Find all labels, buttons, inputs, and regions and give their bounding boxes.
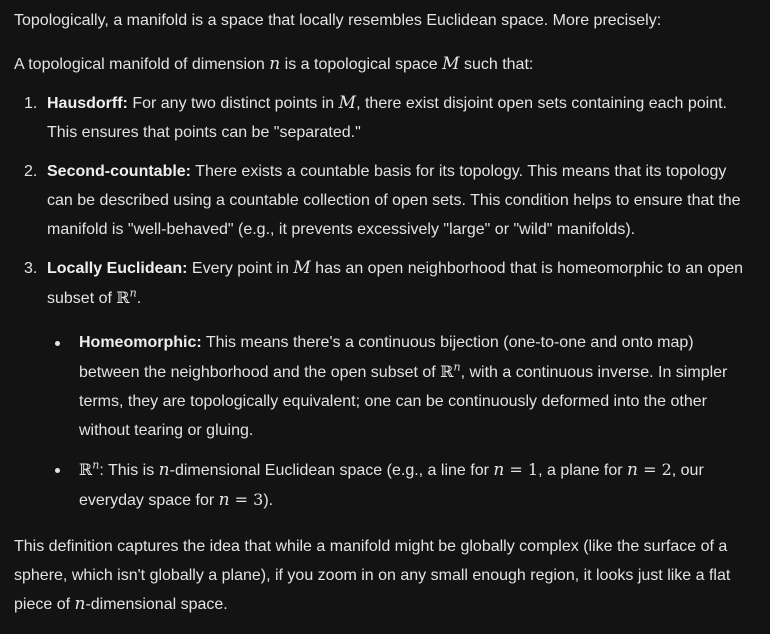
condition-hausdorff (14, 89, 756, 147)
conditions-list (14, 89, 756, 515)
math-R: ℝ (116, 288, 130, 307)
math-superscript-n: n (129, 286, 137, 300)
condition-title: Hausdorff: (47, 95, 128, 112)
text: -dimensional space. (85, 596, 228, 613)
condition-locally-euclidean (14, 254, 756, 515)
math-n: n (493, 460, 505, 480)
intro-paragraph: Topologically, a manifold is a space that locally resembles Euclidean space. More precisely: (14, 12, 662, 29)
text: , with a continuous inverse. In simpler terms, they are topologically equivalent; one can be continuously deformed into the other without tearing or gluing. (79, 364, 728, 439)
text: A topological manifold of dimension (14, 56, 270, 73)
bullet-dot (55, 468, 60, 473)
text: There exists a countable basis for its topology. This means that its topology can be described using a countable collection of open sets. This condition helps to ensure that the manifold is "well-behaved" (e.g., it prevents excessively "large" or "wild" manifolds). (47, 163, 741, 238)
condition-title: Locally Euclidean: (47, 260, 188, 277)
sub-item-title: Homeomorphic: (79, 334, 202, 351)
math-equals-1: = 1 (504, 460, 539, 479)
text: is a topological space (280, 56, 443, 73)
text: , our everyday space for (79, 462, 704, 509)
math-n: n (218, 490, 230, 510)
math-n: n (627, 460, 638, 480)
text: , there exist disjoint open sets containing each point. This ensures that points can be "separated." (47, 95, 727, 141)
math-n: n (74, 594, 86, 614)
math-n: n (269, 54, 281, 74)
list-number: 2. (24, 163, 38, 180)
list-number: 3. (24, 260, 38, 277)
text: , a plane for (538, 462, 628, 479)
math-R: ℝ (79, 460, 93, 479)
sub-bullet-list (47, 328, 756, 515)
condition-title: Second-countable: (47, 163, 192, 180)
text: has an open neighborhood that is homeomorphic to an open subset of (47, 260, 744, 307)
math-superscript-n: n (92, 458, 100, 472)
closing-paragraph (14, 532, 756, 619)
math-M: M (338, 93, 357, 113)
math-R: ℝ (440, 362, 454, 381)
math-equals-2: = 2 (637, 460, 672, 479)
sub-item-rn (47, 455, 756, 515)
text: This definition captures the idea that while a manifold might be globally complex (like the surface of a sphere, which isn't globally a plane), if you zoom in on any small enough region, it looks just like a flat piece of (14, 538, 731, 613)
text: . (136, 290, 142, 307)
condition-second-countable (14, 157, 756, 244)
text: Every point in (187, 260, 294, 277)
text: -dimensional Euclidean space (e.g., a line for (169, 462, 494, 479)
text: ). (263, 492, 274, 509)
text: : This is (99, 462, 159, 479)
text: For any two distinct points in (127, 95, 339, 112)
math-superscript-n: n (453, 360, 461, 374)
math-M: M (293, 258, 311, 278)
bullet-dot (55, 341, 60, 346)
math-equals-3: = 3 (229, 490, 264, 509)
text: such that: (459, 56, 534, 73)
sub-item-homeomorphic (47, 328, 756, 445)
definition-lead (14, 50, 756, 79)
math-n: n (158, 460, 170, 480)
list-number: 1. (24, 95, 38, 112)
text: This means there's a continuous bijection (one-to-one and onto map) between the neighborhood and the open subset of (79, 334, 694, 381)
math-M: M (442, 54, 460, 74)
